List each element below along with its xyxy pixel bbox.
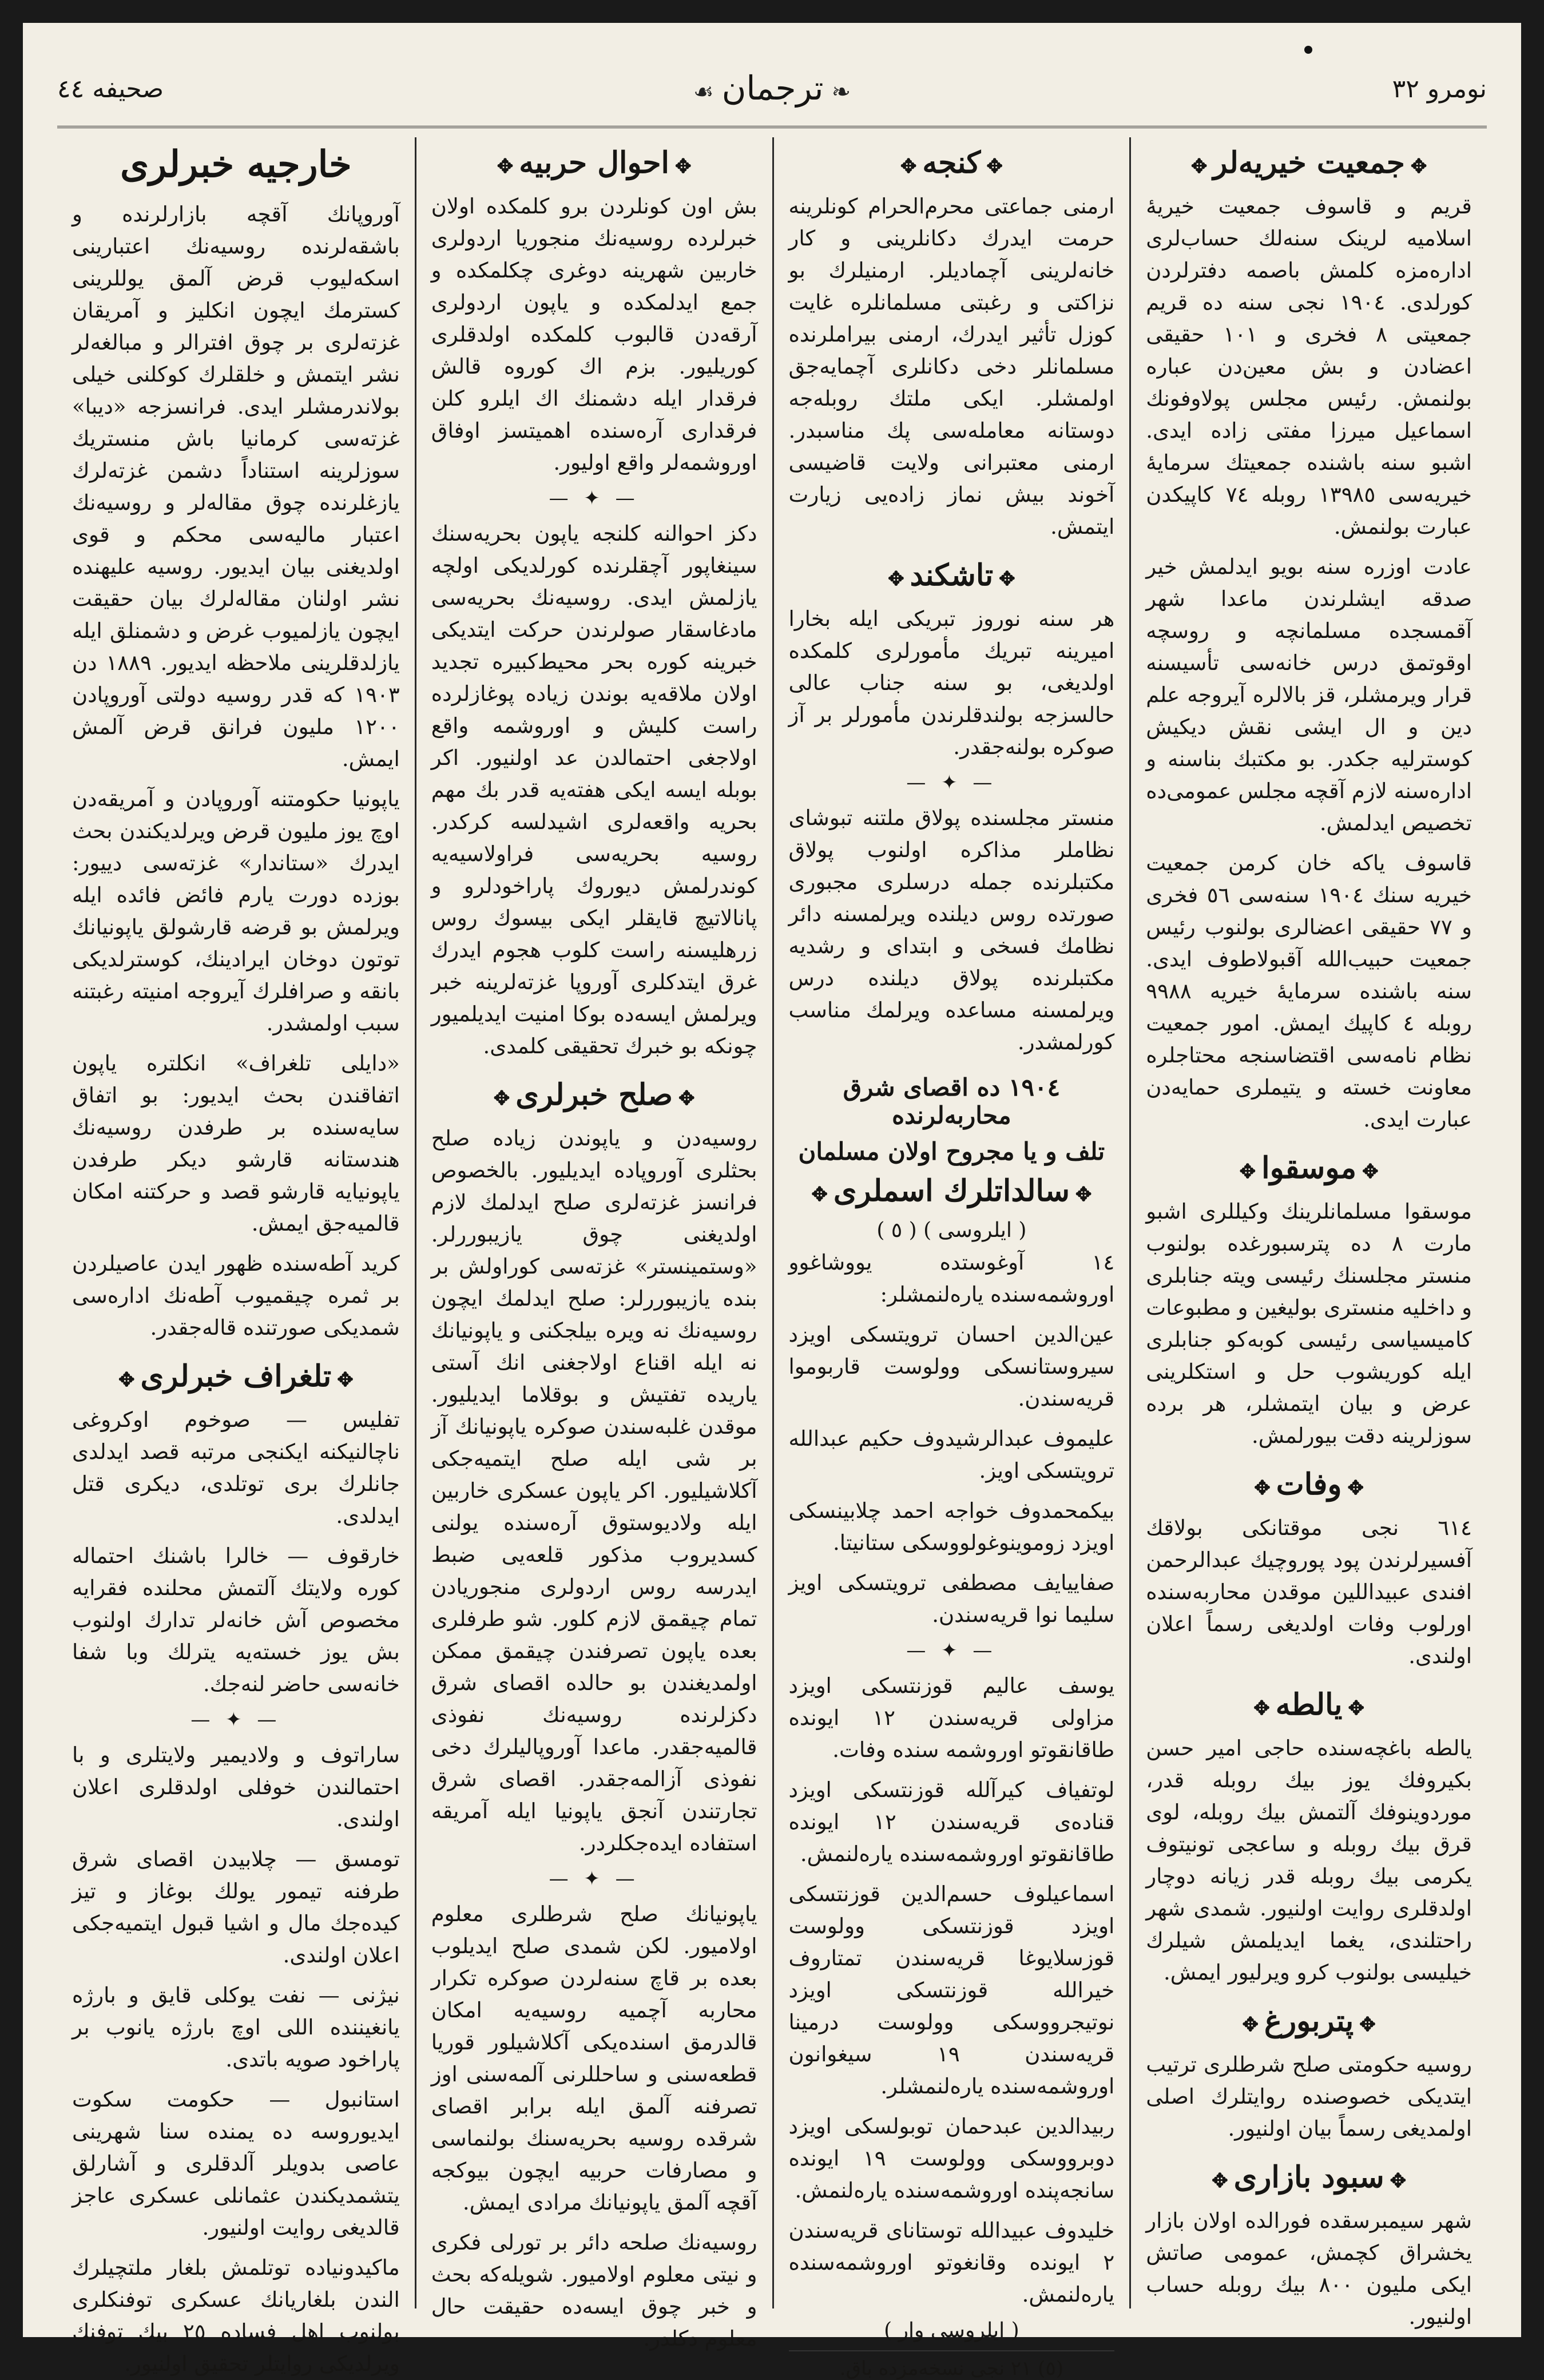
ornament-icon: ❧ <box>831 79 851 105</box>
paragraph: خارقوف — خالرا باشنك احتماله کوره ولایتك آلتمش محلنده فقرایه مخصوص آش خانه‌لر تدارك اولنوب بش یوز خسته‌یه یترلك وبا شفا خانه‌سی حاضر لنه‌جك. <box>72 1544 400 1696</box>
section-charities <box>1146 145 1472 1136</box>
paragraph: عین‌الدین احسان ترویتسکی اویزد سیروستانسکی وولوست قاربوموا قریه‌سندن. <box>788 1322 1115 1411</box>
ornament-icon: ✥ <box>1390 2169 1407 2192</box>
paragraph: علیموف عبدالرشیدوف حکیم عبدالله ترویتسکی اویز. <box>788 1426 1115 1483</box>
ornament-icon: ✥ <box>497 155 514 178</box>
section-title: ✥سالداتلرك اسملری✥ <box>789 1173 1115 1208</box>
paragraph: تومسق — چلابیدن اقصای شرق طرفنه تیمور یولك بوغاز و تیز کیده‌جك مال و اشیا قبول ایتمیه‌جکی اعلان اولندی. <box>72 1847 400 1968</box>
footnote: (٥) ٢١ نجی نسخه‌مزده باق. <box>789 2350 1115 2380</box>
section-peace <box>431 1077 757 2355</box>
column-4 <box>57 137 415 2376</box>
newspaper-page <box>23 23 1521 2380</box>
section-war <box>431 145 757 1062</box>
section-title: ✥تاشکند✥ <box>789 558 1115 593</box>
paragraph: یاپونیانك صلح شرطلری معلوم اولامیور. لکن شمدی صلح ایدیلوب بعده بر قاچ سنه‌لردن صوکره تکرار محاربه آچمیه روسیه‌یه امکان قالدرمق اسنده‌یکی آکلاشیلور قوریا قطعه‌سنی و ساحللرنی آلمه‌سنی اوز تصرفنه آلمق ایله برابر اقصای شرقده روسیه بحریه‌سنك بولنماسی و مصارفات حربیه ایچون بیوکجه آقچه آلمق یاپونیانك مرادی ایمش. <box>431 1902 757 2215</box>
divider: — ✦ — <box>906 1639 997 1662</box>
issue-number: نومرو ٣٢ <box>1392 74 1487 104</box>
section-tashkent <box>789 558 1115 1058</box>
paragraph: موسقوا مسلمانلرینك وکیللری اشبو مارت ٨ ده پترسبورغده بولنوب منستر مجلسنك رئیسی ویته جنابلری و داخلیه منستری بولیغین و مطبوعات کامیسیاسی رئیسی کوبه‌کو جنابلری ایله کوریشوب حل و استکلرینی عرض و بیان ایتمشلر، هر برده سوزلرینه دقت بیورلمش. <box>1146 1199 1472 1448</box>
paragraph: «دایلی تلغراف» انکلتره یاپون اتفاقندن بحث ایدیور: بو اتفاق سایه‌سنده بر طرفدن روسیه‌نك هندستانه قارشو دیکر طرفدن یاپونیایه قارشو قصد و حرکتنه امکان قالمیه‌جق ایمش. <box>72 1051 400 1236</box>
paragraph: یاپونیا حکومتنه آوروپادن و آمریقه‌دن اوچ یوز ملیون قرض ویرلدیکندن بحث ایدرك «ستاندار» غزته‌سی دییور: بوزده دورت یارم فائض فائده ایله ویرلمش بو قرضه قارشولق یاپونیانك توتون دوخان ایرادینك، کوسترلدیکی بانقه و صرافلرك آیروجه امنیته رغبتنه سبب اولمشدر. <box>72 787 400 1036</box>
paragraph: ١٤ آوغوستده یووشاغوو اوروشمه‌سنده یاره‌لنمشلر: <box>788 1250 1115 1307</box>
masthead-title: ترجمان <box>721 69 824 108</box>
paragraph: یالطه باغچه‌سنده حاجی امیر حسن بکیروفك یوز بیك روبله قدر، موردوینوفك آلتمش بیك روبله، لوی قرق بیك روبله و ساعجی تونیتوف یکرمی بیك روبله قدر زیانه دوچار اولدقلری روایت اولنیور. شمدی شهر راحتلندی، یغما ایدیلمش شیلرك خیلیسی بولنوب کرو ویرلیور ایمش. <box>1146 1736 1472 1985</box>
ornament-icon: ✥ <box>1212 2169 1228 2192</box>
paragraph: روسیه‌نك صلحه دائر بر تورلی فکری و نیتی معلوم اولامیور. شویله‌که بحث و خبر چوق ایسه‌ده حقیقت حال معلوم دکلدر. <box>431 2230 757 2351</box>
paragraph: اسماعیلوف حسم‌الدین قوزنتسکی اویزد قوزنتسکی وولوست قوزسلایوغا قریه‌سندن تمتاروف خیرالله قوزنتسکی اویزد نوتیجرووسکی وولوست درمینا قریه‌سندن ١٩ سیغوانون اوروشمه‌سنده یاره‌لنمشلر. <box>788 1882 1115 2099</box>
divider: — ✦ — <box>549 487 640 510</box>
paragraph: آوروپانك آقچه بازارلرنده و باشقه‌لرنده روسیه‌نك اعتبارینی اسکه‌لیوب قرض آلمق یوللرینی کسترمك ایچون انکلیز و آمریقان غزته‌لری بر چوق افترالر و مبالغه‌لر نشر ایتمش و خلقلرك کوکلنی خیلی بولاندرمشلر ایدی. فرانسزجه «دیبا» غزته‌سی کرمانیا باش منستریك سوزلرینه استناداً دشمن غزته‌لرك یازغلرنده چوق مقاله‌لر و روسیه‌نك اعتبار مالیه‌سی محکم و قوی اولدیغنی بیان ایدیور. روسیه علیهنده نشر اولنان مقاله‌لرك بیان حقیقت ایچون یازلمیوب غرض و دشمنلق ایله یازلدقلرینی ملاحظه ایدیور. ١٨٨٩ دن ١٩٠٣ که قدر روسیه دولتی آوروپادن ١٢٠٠ ملیون فرانق قرض آلمش ایمش. <box>72 202 400 771</box>
section-yalta <box>1146 1687 1472 1989</box>
paragraph: ماکیدونیاده توتلمش بلغار ملتچیلرك الندن بلغاریانك عسکری توفنکلری بولنوب اهل فساده ٢٥ بیك توفنك ویرلدیکی روایتلر تحقیق اولنیور. <box>72 2255 400 2376</box>
ornament-icon: ✥ <box>1242 2013 1259 2036</box>
ornament-icon: ✥ <box>1362 1160 1379 1183</box>
section-casualties <box>789 1073 1115 2380</box>
section-title: ✥تلغراف خبرلری✥ <box>72 1359 400 1394</box>
column-3 <box>415 137 772 2351</box>
section-title: ✥صلح خبرلری✥ <box>431 1077 757 1112</box>
paragraph: روسیه‌دن و یاپوندن زیاده صلح بحثلری آوروپاده ایدیلیور. بالخصوص فرانسز غزته‌لری صلح ایدلمك لازم اولدیغنی چوق یازیبوررلر. «وستمینستر» غزته‌سی کوراولش بر بنده یازیبوررلر: صلح ایدلمك ایچون روسیه‌نك نه ویره بیلجکنی و یاپونیانك نه ایله اقناع اولاجغنی انك آستی یاریده تفتیش و بوقلاما ایدیلیور. موقدن غلبه‌سندن صوکره یاپونیانك آز بر شی ایله صلح ایتمیه‌جکی آکلاشیلیور. اکر یاپون عسکری خاربین ایله ولادیوستوق آره‌سنده یولنی کسدیروب مذکور قلعه‌یی ضبط ایدرسه روس اردولری منجوریادن تمام چیقمق لازم کلور. شو طرفلری بعده یاپون تصرفندن چیقمق ممکن اولمدیغندن بو حالده اقصای شرق دکزلرنده روسیه‌نك نفوذی قالمیه‌جقدر. ماعدا آوروپالیلرك دخی نفوذی آزالمه‌جقدر. اقصای شرق تجارتندن آنجق یاپونیا ایله آمریقه استفاده ایده‌جکلردر. <box>431 1126 757 1855</box>
divider: — ✦ — <box>549 1867 640 1890</box>
newspaper-title <box>685 69 859 108</box>
section-title: ✥موسقوا✥ <box>1146 1151 1472 1185</box>
section-title: ✥یالطه✥ <box>1146 1687 1472 1722</box>
section-subtitle: تلف و یا مجروح اولان مسلمان <box>798 1137 1105 1165</box>
column-1 <box>1129 137 1487 2329</box>
ornament-icon: ✥ <box>493 1087 510 1110</box>
ornament-icon: ✥ <box>811 1183 828 1206</box>
ornament-icon: ☙ <box>693 79 714 105</box>
continued-label: ( ایلروسی ) ( ٥ ) <box>876 1219 1027 1242</box>
ornament-icon: ✥ <box>1075 1183 1092 1206</box>
columns <box>57 137 1487 2380</box>
paragraph: روسیه حکومتی صلح شرطلری ترتیب ایتدیکی خصوصنده روایتلرك اصلی اولمدیغی رسماً بیان اولنیور. <box>1146 2052 1472 2141</box>
paragraph: هر سنه نوروز تبریکی ایله بخارا امیرینه تبریك مأمورلری کلمکده اولدیغی، بو سنه جناب عالی حالسزجه بولندقلرندن مأمورلر بر آز صوکره بولنه‌جقدر. <box>788 606 1115 759</box>
section-ganja <box>789 145 1115 543</box>
ornament-icon: ✥ <box>1410 155 1427 178</box>
divider: — ✦ — <box>906 771 997 794</box>
ornament-icon: ✥ <box>1253 1697 1270 1720</box>
section-title: ✥احوال حربیه✥ <box>431 145 757 180</box>
section-moscow <box>1146 1151 1472 1452</box>
paragraph: بیکمحمدوف خواجه احمد چلابینسکی اویزد زوموینوغولووسکی ستانیتا. <box>788 1498 1115 1555</box>
ornament-icon: ✥ <box>1190 155 1208 178</box>
paragraph: کرید آطه‌سنده ظهور ایدن عاصیلردن بر ثمره چیقمیوب آطه‌نك اداره‌سی شمدیکی صورتنده قاله‌جقدر. <box>72 1251 400 1340</box>
ornament-icon: ✥ <box>999 568 1015 590</box>
ornament-icon: ✥ <box>1254 1477 1271 1500</box>
ornament-icon: ✥ <box>1348 1697 1364 1720</box>
section-title: ✥جمعیت خیریه‌لر✥ <box>1146 145 1472 180</box>
section-telegraph <box>72 1359 400 2380</box>
section-title: ١٩٠٤ ده اقصای شرق محاربه‌لرنده <box>843 1073 1061 1129</box>
page-number: صحیفه ٤٤ <box>57 74 164 104</box>
paragraph: ٦١٤ نجی موقتانکی بولاقك آفسیرلرندن پود پوروچیك عبدالرحمن افندی عبیداللین موقدن محاربه‌سنده اورلوب وفات اولدیغی رسماً اعلان اولندی. <box>1146 1516 1472 1668</box>
ornament-icon: ✥ <box>1239 1160 1256 1183</box>
ornament-icon: ✥ <box>337 1368 354 1391</box>
paragraph: شهر سیمبرسقده فورالده اولان بازار یخشراق کچمش، عمومی صاتش ایکی ملیون ٨٠٠ بیك روبله حساب اولنیور. <box>1146 2208 1472 2329</box>
paragraph: ارمنی جماعتی محرم‌الحرام کونلرینه حرمت ایدرك دکانلرینی و کار خانه‌لرینی آچمادیلر. ارمنیلرك بو نزاکتی و رغبتی مسلمانلره غایت کوزل تأثیر ایدرك، ارمنی بیراملرنده مسلمانلر دخی دکانلری آچمایه‌جق اولمشلر. ایکی ملتك روبله‌جه دوستانه معامله‌سی پك مناسبدر. ارمنی معتبرانی ولایت قاضیسی آخوند بیش نماز زاده‌یی زیارت ایتمش. <box>788 194 1115 539</box>
section-title: خارجیه خبرلری <box>120 143 352 186</box>
paragraph: تفلیس — صوخوم اوکروغی ناچالنیکنه ایکنجی مرتبه قصد ایدلدی جانلرك بری توتلدی، دیکری قتل ایدلدی. <box>72 1407 400 1528</box>
ornament-icon: ✥ <box>888 568 904 590</box>
ornament-icon: ✥ <box>986 155 1003 178</box>
section-title: ✥کنجه✥ <box>789 145 1115 180</box>
ornament-icon: ✥ <box>1359 2013 1376 2036</box>
paragraph: استانبول — حکومت سکوت ایدیوروسه ده یمنده سنا شهرینی عاصی بدویلر آلدقلری و آشارلق یتشمدیکندن عثمانلی عسکری عاجز قالدیغی روایت اولنیور. <box>72 2087 400 2240</box>
section-title: ✥سبود بازاری✥ <box>1146 2160 1472 2195</box>
paragraph: یوسف عالیم قوزنتسکی اویزد مزاولی قریه‌سندن ١٢ ایونده طاقانقوتو اوروشمه سنده وفات. <box>788 1673 1115 1762</box>
paragraph: منستر مجلسنده پولاق ملتنه تبوشای نظاملر مذاکره اولنوب پولاق مکتبلرنده جمله درسلری مجبوری صورتده روس دیلنده ویرلمسنه دائر نظامك فسخی و ابتدای و رشدیه مکتبلرنده پولاق دیلنده درس ویرلمسنه مساعده ویرلمك مناسب کورلمشدر. <box>788 806 1115 1054</box>
ornament-icon: ✥ <box>678 1087 695 1110</box>
paragraph: ساراتوف و ولادیمیر ولایتلری و با احتمالندن خوفلی اولدقلری اعلان اولندی. <box>72 1743 400 1831</box>
section-death <box>1146 1467 1472 1672</box>
paragraph: صفاییایف مصطفی ترویتسکی اویز سلیما نوا قریه‌سندن. <box>788 1570 1115 1627</box>
section-title: ✥پتربورغ✥ <box>1146 2004 1472 2038</box>
continued-label: ( ایلروسی وار ) <box>884 2319 1019 2342</box>
section-petersburg <box>1146 2004 1472 2145</box>
paragraph: ربیدالدین عبدحمان توبولسکی اویزد دوبرووسکی وولوست ١٩ ایونده سانجه‌پنده اوروشمه‌سنده یاره‌لنمش. <box>788 2114 1115 2203</box>
paragraph: دکز احوالنه کلنجه یاپون بحریه‌سنك سینغاپور آچقلرنده کورلدیکی اولچه یازلمش ایدی. روسیه‌نك بحریه‌سی مادغاسقار صولرندن حرکت ایتدیکی خبرینه کوره بحر محیط‌کبیره تجدید اولان ملاقه‌یه بوندن زیاده پوغازلرده راست کلیش و اوروشمه واقع اولاجغی احتمالدن عد اولنیور. اکر بوبله ایسه ایکی هفته‌یه قدر بك مهم بحریه واقعه‌لری اشیدلسه کرکدر. روسیه بحریه‌سی فراولاسیه‌یه کوندرلمش دیوروك پاراخودلرو و پانالاتیچ قایقلر ایکی بیسوك روس زرهلیسنه راست کلوب هجوم ایدرك غرق ایتدکلری آوروپا غزته‌لرینه خبر ویرلمش ایسه‌ده بوکا امنیت ایدیلمیور چونکه بو خبرك تحقیقی کلمدی. <box>431 521 757 1058</box>
paragraph: عادت اوزره سنه بویو ایدلمش خیر صدقه ایشلرندن ماعدا شهر آقمسجده مسلمانچه و روسچه اوقوتمق درس خانه‌سی تأسیسنه قرار ویرمشلر، قز بالالره آیروجه علم دین و ال ایشی نقش دیکیش کوسترلیه جکدر. بو مکتبك بناسنه و اداره‌سنه لازم آقچه مجلس عمومی‌ده تخصیص ایدلمش. <box>1146 554 1472 835</box>
paragraph: نیژنی — نفت یوکلی قایق و بارژه یانغیننده اللی اوچ بارژه یانوب بر پاراخود صویه باتدی. <box>72 1983 400 2072</box>
paragraph: بش اون کونلردن برو کلمکده اولان خبرلرده روسیه‌نك منجوریا اردولری خاربین شهرینه دوغری چکلمکده و جمع ایدلمکده و یاپون اردولری آرقه‌دن قالبوب کلمکده اولدقلری کوریلیور. بزم اك کوروه قالش فرقدار ایله دشمنك اك ایلرو کلن فرقداری آره‌سنده اهمیتسز اوفاق اوروشمه‌لر واقع اولیور. <box>431 194 757 475</box>
ink-dot <box>1304 46 1312 54</box>
ornament-icon: ✥ <box>674 155 692 178</box>
section-foreign <box>72 143 400 1344</box>
masthead <box>57 63 1487 128</box>
paragraph: لوتفیاف کیرآلله قوزنتسکی اویزد قناده‌ی قریه‌سندن ١٢ ایونده طاقانقوتو اوروشمه‌سنده یاره‌لنمش. <box>788 1778 1115 1866</box>
column-2 <box>772 137 1130 2380</box>
section-title: ✥وفات✥ <box>1146 1467 1472 1502</box>
divider: — ✦ — <box>190 1708 281 1731</box>
ornament-icon: ✥ <box>118 1368 135 1391</box>
paragraph: خلیدوف عبیدالله توستانای قریه‌سندن ٢ ایونده وقانغوتو اوروشمه‌سنده یاره‌لنمش. <box>788 2218 1115 2307</box>
ornament-icon: ✥ <box>900 155 917 178</box>
paragraph: قاسوف یاکه خان کرمن جمعیت خیریه سنك ١٩٠٤ سنه‌سی ٥٦ فخری و ٧٧ حقیقی اعضالری بولنوب رئیس جمعیت حبیب‌الله آقبولاطوف ایدی. سنه باشنده سرمایهٔ خیریه ٩٩٨٨ روبله ٤ کاپیك ایمش. امور جمعیت نظام نامه‌سی اقتضاسنجه محتاجلره معاونت خسته و یتیملری حمایه‌دن عبارت ایدی. <box>1146 851 1472 1132</box>
paragraph: قریم و قاسوف جمعیت خیریهٔ اسلامیه لرینک سنه‌لك حساب‌لری اداره‌مزه کلمش باصمه دفترلردن کورلدی. ١٩٠٤ نجی سنه ده قریم جمعیتی ٨ فخری و ١٠١ حقیقی اعضادن و بش معین‌دن عباره بولنمش. رئیس مجلس پولاوفونك اسماعیل میرزا مفتی زاده ایدی. اشبو سنه باشنده جمعیتك سرمایهٔ خیریه‌سی ١٣٩٨٥ روبله ٧٤ کاپیکدن عبارت بولنمش. <box>1146 194 1472 539</box>
section-market <box>1146 2160 1472 2333</box>
ornament-icon: ✥ <box>1347 1477 1364 1500</box>
